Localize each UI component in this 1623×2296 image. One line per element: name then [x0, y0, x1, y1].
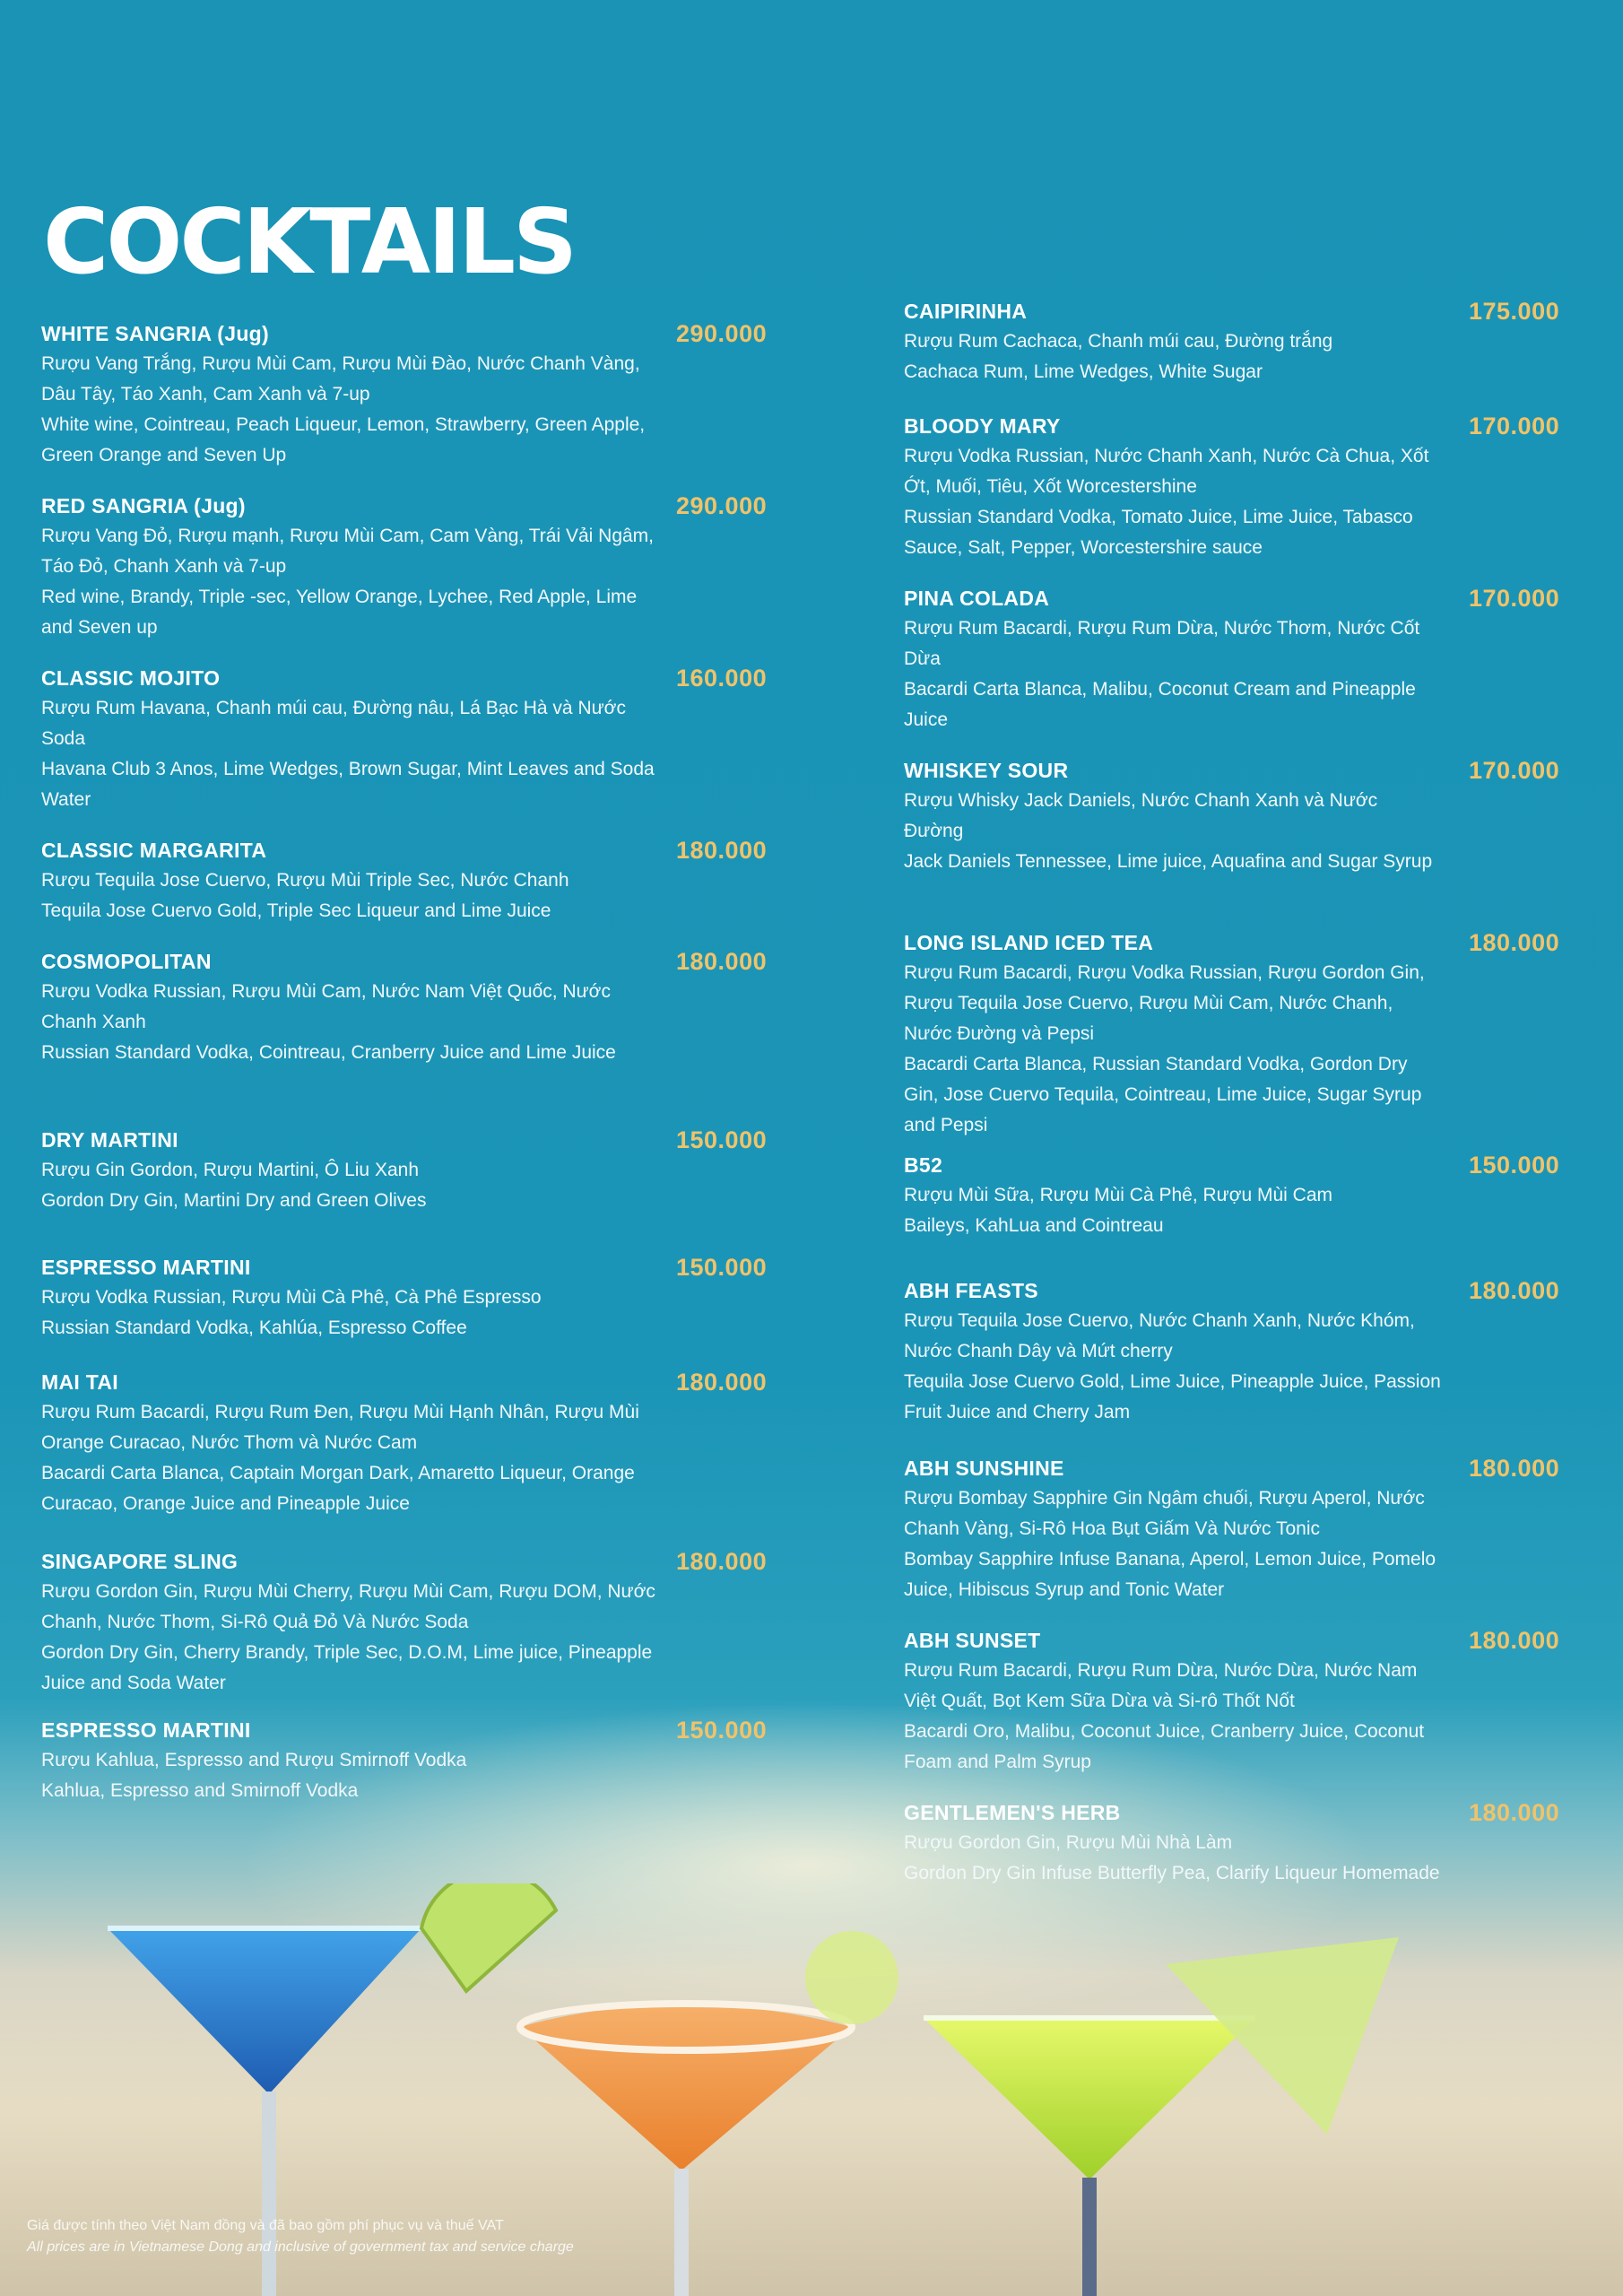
item-price: 160.000 — [676, 665, 768, 691]
item-description-vi: Rượu Gordon Gin, Rượu Mùi Nhà Làm — [904, 1832, 1233, 1853]
green-cocktail-glass — [924, 1937, 1399, 2296]
item-name: SINGAPORE SLING — [41, 1550, 239, 1573]
orange-cocktail-glass — [520, 1931, 898, 2296]
item-description-en: Bacardi Carta Blanca, Captain Morgan Dark, Amaretto Liqueur, Orange Curacao, Orange Juice and Pineapple Juice — [41, 1463, 635, 1514]
item-description-vi: Rượu Bombay Sapphire Gin Ngâm chuối, Rượu Aperol, Nước Chanh Vàng, Si-Rô Hoa Bụt Giấm Và Nước Tonic — [904, 1488, 1425, 1539]
item-name: CAIPIRINHA — [904, 300, 1028, 323]
footnote-en: All prices are in Vietnamese Dong and inclusive of government tax and service charge — [27, 2239, 574, 2255]
menu-item — [41, 1546, 777, 1715]
item-description-en: Gordon Dry Gin Infuse Butterfly Pea, Clarify Liqueur Homemade — [904, 1863, 1440, 1883]
item-description-en: Tequila Jose Cuervo Gold, Lime Juice, Pineapple Juice, Passion Fruit Juice and Cherry Jam — [904, 1371, 1441, 1422]
item-description-vi: Rượu Tequila Jose Cuervo, Rượu Mùi Triple Sec, Nước Chanh — [41, 870, 569, 891]
item-price: 180.000 — [1469, 1455, 1560, 1482]
item-description-en: Gordon Dry Gin, Martini Dry and Green Olives — [41, 1190, 427, 1211]
item-description-vi: Rượu Vang Đỏ, Rượu mạnh, Rượu Mùi Cam, Cam Vàng, Trái Vải Ngâm, Táo Đỏ, Chanh Xanh và 7-up — [41, 526, 655, 577]
menu-item — [904, 296, 1594, 411]
menu-item — [904, 1625, 1594, 1797]
right-menu-column — [904, 296, 1594, 1923]
item-description-vi: Rượu Rum Bacardi, Rượu Vodka Russian, Rượu Gordon Gin, Rượu Tequila Jose Cuervo, Rượu Mùi Cam, Nước Chanh, Nước Đường và Pepsi — [904, 962, 1425, 1044]
page-title: COCKTAILS — [43, 189, 576, 294]
menu-item — [41, 491, 777, 663]
menu-item — [904, 1453, 1594, 1625]
item-name: WHITE SANGRIA (Jug) — [41, 322, 269, 345]
item-price: 180.000 — [676, 948, 768, 975]
item-price: 180.000 — [1469, 929, 1560, 956]
item-description-vi: Rượu Rum Bacardi, Rượu Rum Dừa, Nước Thơm, Nước Cốt Dừa — [904, 618, 1420, 669]
item-description-vi: Rượu Mùi Sữa, Rượu Mùi Cà Phê, Rượu Mùi Cam — [904, 1185, 1333, 1205]
item-description-vi: Rượu Vodka Russian, Nước Chanh Xanh, Nước Cà Chua, Xốt Ớt, Muối, Tiêu, Xốt Worcestershine — [904, 446, 1429, 497]
item-name: PINA COLADA — [904, 587, 1050, 610]
item-description-en: Gordon Dry Gin, Cherry Brandy, Triple Sec, D.O.M, Lime juice, Pineapple Juice and Soda Water — [41, 1642, 653, 1693]
item-description-vi: Rượu Rum Bacardi, Rượu Rum Đen, Rượu Mùi Hạnh Nhân, Rượu Mùi Orange Curacao, Nước Thơm và Nước Cam — [41, 1402, 639, 1453]
item-name: GENTLEMEN'S HERB — [904, 1801, 1121, 1824]
menu-item — [41, 1252, 777, 1367]
item-name: COSMOPOLITAN — [41, 950, 212, 973]
item-description-en: Russian Standard Vodka, Kahlúa, Espresso Coffee — [41, 1318, 467, 1338]
item-name: ESPRESSO MARTINI — [41, 1718, 251, 1742]
item-name: CLASSIC MARGARITA — [41, 839, 267, 862]
item-price: 170.000 — [1469, 757, 1560, 784]
menu-item — [41, 1367, 777, 1546]
menu-item — [41, 1125, 777, 1252]
item-price: 150.000 — [1469, 1152, 1560, 1178]
menu-item — [904, 1150, 1594, 1275]
price-footnote — [27, 2215, 574, 2258]
item-price: 180.000 — [676, 1548, 768, 1575]
item-description-vi: Rượu Vodka Russian, Rượu Mùi Cà Phê, Cà Phê Espresso — [41, 1287, 542, 1308]
item-description-vi: Rượu Gin Gordon, Rượu Martini, Ô Liu Xanh — [41, 1160, 419, 1180]
item-description-en: Bacardi Oro, Malibu, Coconut Juice, Cranberry Juice, Coconut Foam and Palm Syrup — [904, 1721, 1425, 1772]
item-description-vi: Rượu Kahlua, Espresso and Rượu Smirnoff Vodka — [41, 1750, 467, 1770]
item-name: WHISKEY SOUR — [904, 759, 1069, 782]
item-price: 180.000 — [1469, 1627, 1560, 1654]
menu-item — [41, 946, 777, 1125]
item-price: 150.000 — [676, 1254, 768, 1281]
item-name: DRY MARTINI — [41, 1128, 178, 1152]
item-description-en: Jack Daniels Tennessee, Lime juice, Aquafina and Sugar Syrup — [904, 851, 1433, 872]
item-description-vi: Rượu Whisky Jack Daniels, Nước Chanh Xanh và Nước Đường — [904, 790, 1378, 841]
item-name: CLASSIC MOJITO — [41, 666, 221, 690]
item-price: 180.000 — [1469, 1277, 1560, 1304]
item-price: 150.000 — [676, 1126, 768, 1153]
item-price: 290.000 — [676, 320, 768, 347]
item-price: 180.000 — [676, 837, 768, 864]
item-description-en: Red wine, Brandy, Triple -sec, Yellow Orange, Lychee, Red Apple, Lime and Seven up — [41, 587, 638, 638]
item-description-en: Russian Standard Vodka, Cointreau, Cranberry Juice and Lime Juice — [41, 1042, 616, 1063]
item-price: 290.000 — [676, 492, 768, 519]
item-description-en: White wine, Cointreau, Peach Liqueur, Lemon, Strawberry, Green Apple, Green Orange and Seven Up — [41, 414, 646, 465]
menu-item — [904, 927, 1594, 1150]
item-description-en: Cachaca Rum, Lime Wedges, White Sugar — [904, 361, 1263, 382]
item-price: 150.000 — [676, 1717, 768, 1744]
item-price: 180.000 — [676, 1369, 768, 1396]
menu-item — [41, 663, 777, 835]
item-name: B52 — [904, 1153, 943, 1177]
menu-item — [904, 583, 1594, 755]
item-name: ESPRESSO MARTINI — [41, 1256, 251, 1279]
item-description-vi: Rượu Gordon Gin, Rượu Mùi Cherry, Rượu Mùi Cam, Rượu DOM, Nước Chanh, Nước Thơm, Si-Rô Quả Đỏ Và Nước Soda — [41, 1581, 655, 1632]
item-price: 175.000 — [1469, 298, 1560, 325]
menu-item — [41, 318, 777, 491]
item-price: 170.000 — [1469, 413, 1560, 439]
footnote-vi: Giá được tính theo Việt Nam đồng và đã bao gồm phí phục vụ và thuế VAT — [27, 2218, 504, 2233]
menu-item — [41, 1715, 777, 1813]
item-name: BLOODY MARY — [904, 414, 1061, 438]
item-description-vi: Rượu Vodka Russian, Rượu Mùi Cam, Nước Nam Việt Quốc, Nước Chanh Xanh — [41, 981, 611, 1032]
menu-item — [904, 755, 1594, 927]
item-description-en: Bacardi Carta Blanca, Russian Standard Vodka, Gordon Dry Gin, Jose Cuervo Tequila, Cointreau, Lime Juice, Sugar Syrup and Pepsi — [904, 1054, 1422, 1135]
item-price: 180.000 — [1469, 1799, 1560, 1826]
item-description-en: Bombay Sapphire Infuse Banana, Aperol, Lemon Juice, Pomelo Juice, Hibiscus Syrup and Tonic Water — [904, 1549, 1436, 1600]
item-name: MAI TAI — [41, 1370, 118, 1394]
item-price: 170.000 — [1469, 585, 1560, 612]
item-name: ABH SUNSHINE — [904, 1457, 1064, 1480]
item-description-vi: Rượu Tequila Jose Cuervo, Nước Chanh Xanh, Nước Khóm, Nước Chanh Dây và Mứt cherry — [904, 1310, 1415, 1361]
item-description-en: Havana Club 3 Anos, Lime Wedges, Brown Sugar, Mint Leaves and Soda Water — [41, 759, 655, 810]
item-description-en: Bacardi Carta Blanca, Malibu, Coconut Cream and Pineapple Juice — [904, 679, 1416, 730]
menu-item — [904, 1275, 1594, 1453]
menu-item — [41, 835, 777, 946]
item-name: RED SANGRIA (Jug) — [41, 494, 246, 517]
item-description-en: Kahlua, Espresso and Smirnoff Vodka — [41, 1780, 359, 1801]
item-description-vi: Rượu Rum Havana, Chanh múi cau, Đường nâu, Lá Bạc Hà và Nước Soda — [41, 698, 626, 749]
menu-item — [904, 411, 1594, 583]
left-menu-column — [41, 318, 777, 1813]
item-name: ABH SUNSET — [904, 1629, 1041, 1652]
item-description-vi: Rượu Vang Trắng, Rượu Mùi Cam, Rượu Mùi Đào, Nước Chanh Vàng, Dâu Tây, Táo Xanh, Cam Xanh và 7-up — [41, 353, 640, 404]
item-description-en: Tequila Jose Cuervo Gold, Triple Sec Liqueur and Lime Juice — [41, 900, 551, 921]
item-name: ABH FEASTS — [904, 1279, 1038, 1302]
item-description-en: Baileys, KahLua and Cointreau — [904, 1215, 1164, 1236]
item-description-vi: Rượu Rum Cachaca, Chanh múi cau, Đường trắng — [904, 331, 1333, 352]
menu-item — [904, 1797, 1594, 1923]
item-description-en: Russian Standard Vodka, Tomato Juice, Lime Juice, Tabasco Sauce, Salt, Pepper, Worcestershire sauce — [904, 507, 1413, 558]
item-name: LONG ISLAND ICED TEA — [904, 931, 1154, 954]
item-description-vi: Rượu Rum Bacardi, Rượu Rum Dừa, Nước Dừa, Nước Nam Việt Quất, Bọt Kem Sữa Dừa và Si-rô Thốt Nốt — [904, 1660, 1418, 1711]
